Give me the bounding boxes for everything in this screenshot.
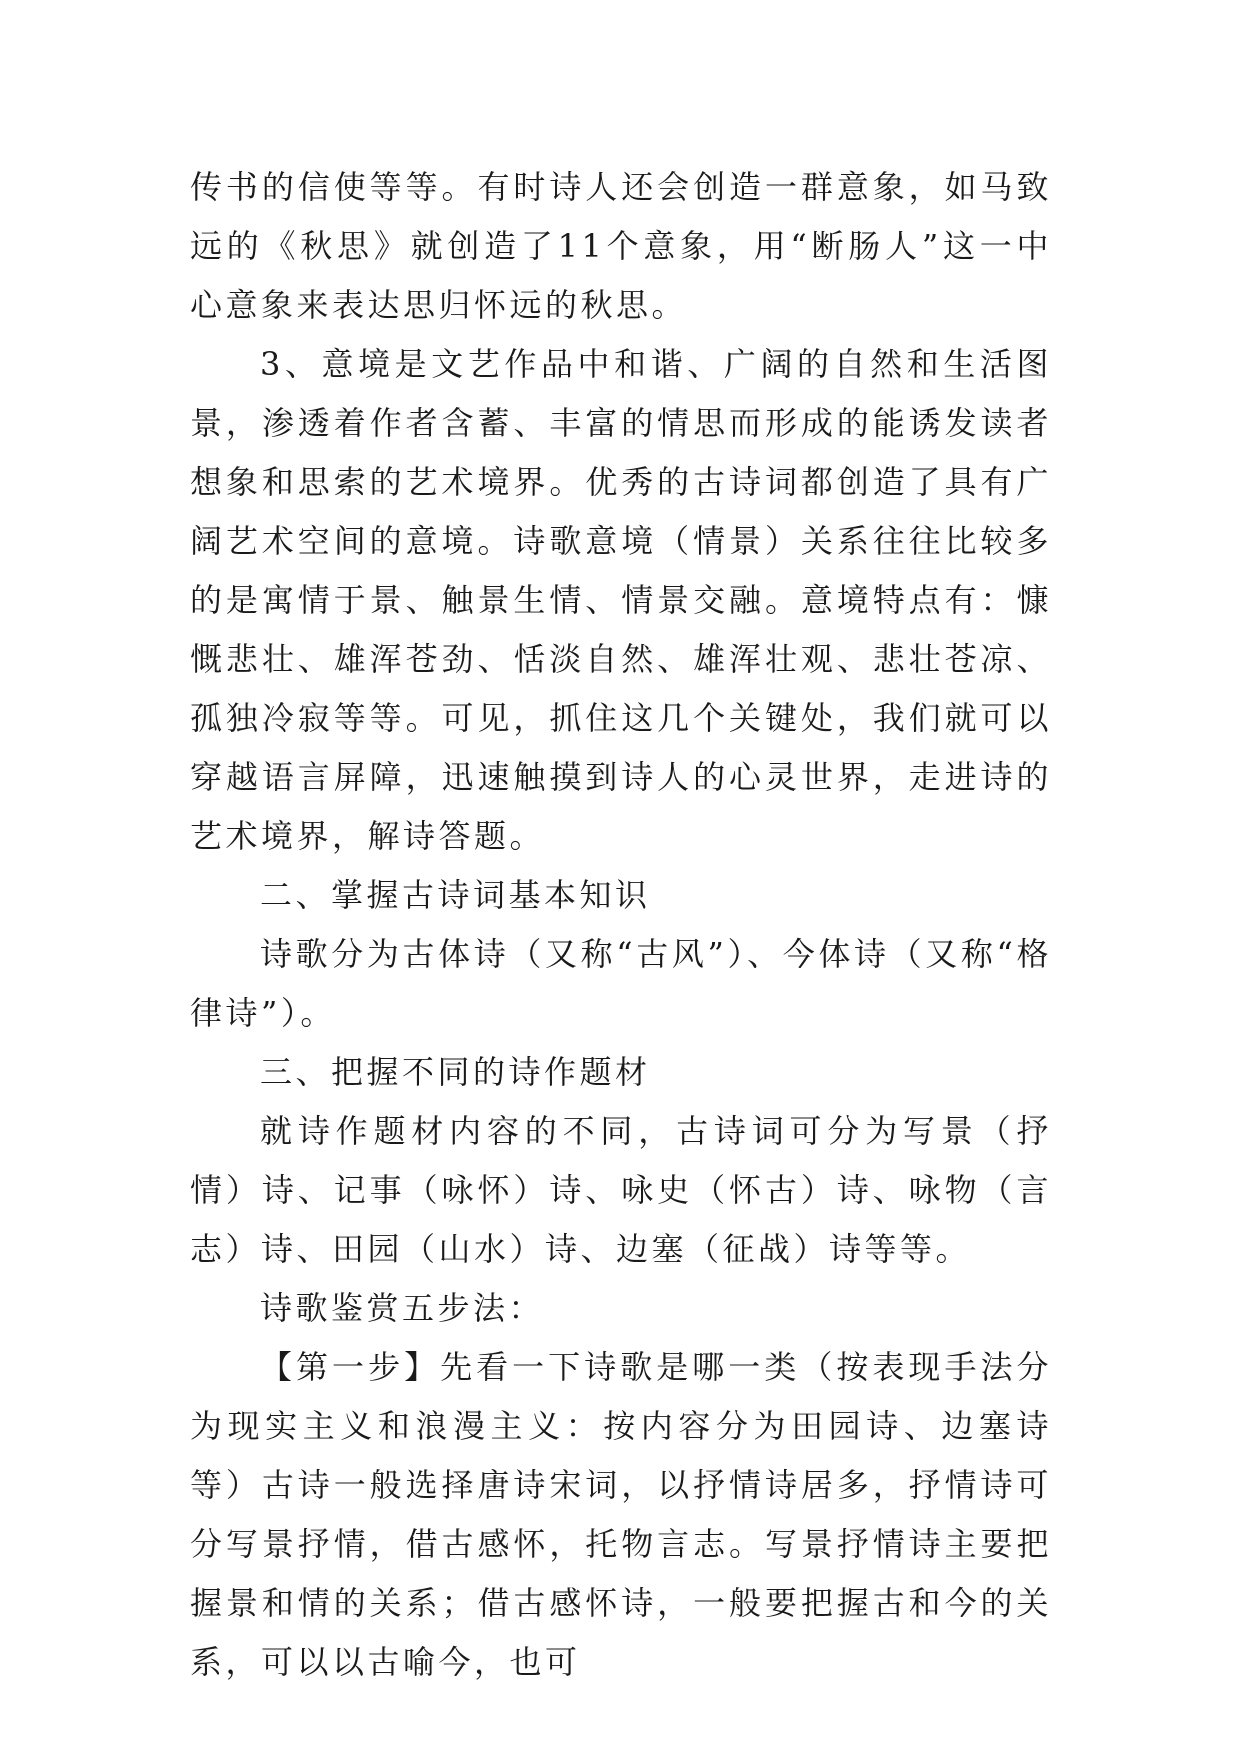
- paragraph-5: 诗歌鉴赏五步法：: [260, 1289, 545, 1327]
- document-page: [190, 158, 1052, 1692]
- paragraph-1: 传书的信使等等。有时诗人还会创造一群意象，如马致远的《秋思》就创造了11个意象，用“断肠人”这一中心意象来表达思归怀远的秋思。: [190, 168, 1052, 324]
- section-heading-2: 二、掌握古诗词基本知识: [260, 876, 651, 914]
- section-heading-3: 三、把握不同的诗作题材: [260, 1053, 651, 1091]
- paragraph-2: 3、意境是文艺作品中和谐、广阔的自然和生活图景，渗透着作者含蓄、丰富的情思而形成的能诱发读者想象和思索的艺术境界。优秀的古诗词都创造了具有广阔艺术空间的意境。诗歌意境（情景）关系往往比较多的是寓情于景、触景生情、情景交融。意境特点有：慷慨悲壮、雄浑苍劲、恬淡自然、雄浑壮观、悲壮苍凉、孤独冷寂等等。可见，抓住这几个关键处，我们就可以穿越语言屏障，迅速触摸到诗人的心灵世界，走进诗的艺术境界，解诗答题。: [190, 345, 1052, 855]
- paragraph-6: 【第一步】先看一下诗歌是哪一类（按表现手法分为现实主义和浪漫主义：按内容分为田园诗、边塞诗等）古诗一般选择唐诗宋词，以抒情诗居多，抒情诗可分写景抒情，借古感怀，托物言志。写景抒情诗主要把握景和情的关系；借古感怀诗，一般要把握古和今的关系，可以以古喻今，也可: [190, 1348, 1052, 1681]
- paragraph-3: 诗歌分为古体诗（又称“古风”）、今体诗（又称“格律诗”）。: [190, 935, 1052, 1032]
- paragraph-4: 就诗作题材内容的不同，古诗词可分为写景（抒情）诗、记事（咏怀）诗、咏史（怀古）诗、咏物（言志）诗、田园（山水）诗、边塞（征战）诗等等。: [190, 1112, 1052, 1268]
